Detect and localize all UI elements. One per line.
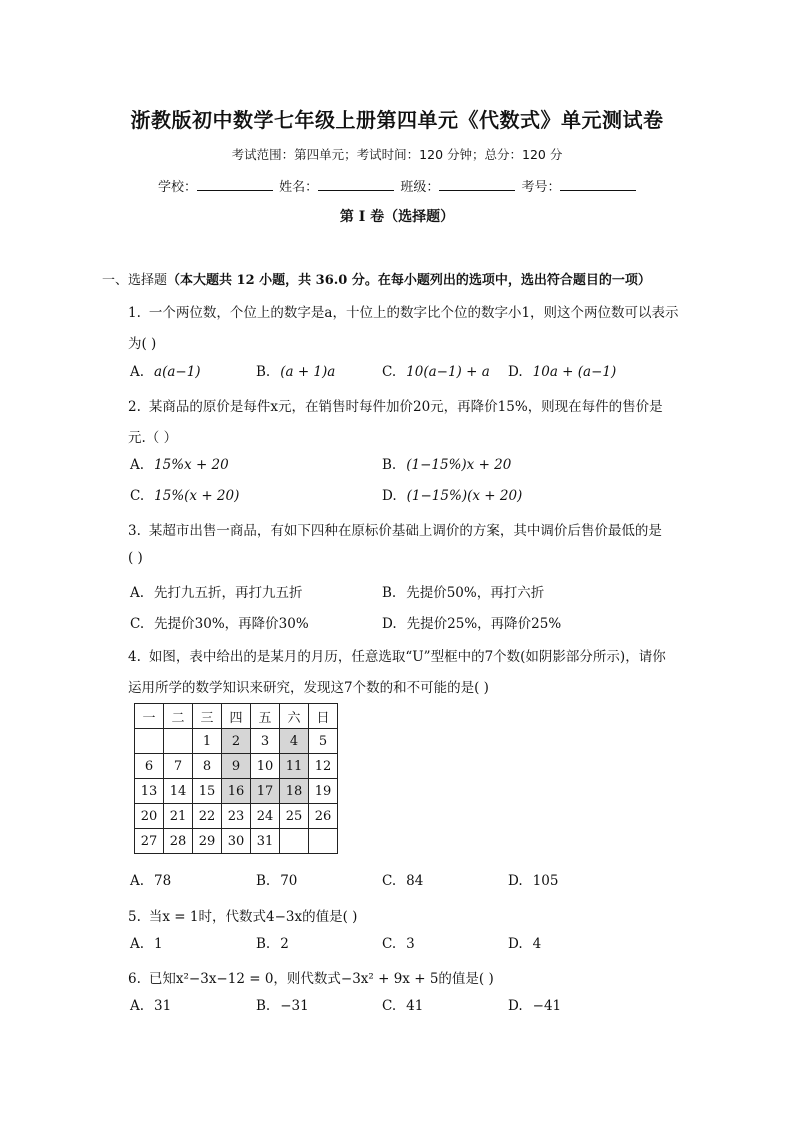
class-label: 班级： <box>400 180 440 195</box>
q1-option-c[interactable]: C. 10(a−1) + a <box>382 364 490 380</box>
calendar-day-cell: 5 <box>309 729 338 754</box>
section-heading <box>102 269 651 288</box>
number-blank[interactable] <box>560 178 636 191</box>
calendar-header-row <box>135 704 338 729</box>
q2-option-b[interactable]: B. (1−15%)x + 20 <box>382 457 512 473</box>
question-5 <box>128 905 357 925</box>
calendar-day-cell: 31 <box>251 829 280 854</box>
q6-option-b[interactable]: B. −31 <box>256 998 309 1014</box>
q3-option-b[interactable]: B. 先提价50%，再打六折 <box>382 585 545 601</box>
q4-option-c[interactable]: C. 84 <box>382 873 424 889</box>
school-label: 学校： <box>158 180 198 195</box>
calendar-day-cell: 12 <box>309 754 338 779</box>
exam-title: 浙教版初中数学七年级上册第四单元《代数式》单元测试卷 <box>130 108 664 132</box>
calendar-day-cell: 2 <box>222 729 251 754</box>
calendar-day-cell <box>135 729 164 754</box>
calendar-day-cell: 16 <box>222 779 251 804</box>
calendar-week-row <box>135 729 338 754</box>
q1-option-d[interactable]: D. 10a + (a−1) <box>508 364 617 380</box>
question-4-continued: 运用所学的数学知识来研究，发现这7个数的和不可能的是( ) <box>128 680 489 696</box>
calendar-header-cell: 四 <box>222 704 251 729</box>
calendar-day-cell: 28 <box>164 829 193 854</box>
question-text: 当x = 1时，代数式4−3x的值是( ) <box>148 909 358 925</box>
calendar-day-cell: 6 <box>135 754 164 779</box>
calendar-day-cell: 3 <box>251 729 280 754</box>
q4-option-a[interactable]: A. 78 <box>130 873 172 889</box>
q5-option-d[interactable]: D. 4 <box>508 936 542 952</box>
question-text: 某超市出售一商品，有如下四种在原标价基础上调价的方案，其中调价后售价最低的是 <box>148 523 662 539</box>
question-6 <box>128 967 494 987</box>
calendar-week-row <box>135 754 338 779</box>
volume-heading: 第 I 卷（选择题） <box>339 209 455 225</box>
calendar-week-row <box>135 779 338 804</box>
calendar-day-cell: 8 <box>193 754 222 779</box>
question-text: 一个两位数，个位上的数字是a，十位上的数字比个位的数字小1，则这个两位数可以表示 <box>148 305 679 321</box>
calendar-day-cell: 24 <box>251 804 280 829</box>
q1-option-b[interactable]: B. (a + 1)a <box>256 364 336 380</box>
question-4 <box>128 645 666 665</box>
calendar-table <box>134 703 338 854</box>
q4-option-b[interactable]: B. 70 <box>256 873 298 889</box>
q3-option-c[interactable]: C. 先提价30%，再降价30% <box>130 616 309 632</box>
q6-option-c[interactable]: C. 41 <box>382 998 424 1014</box>
calendar-day-cell: 22 <box>193 804 222 829</box>
calendar-day-cell: 25 <box>280 804 309 829</box>
question-number: 4. <box>128 649 141 665</box>
question-number: 3. <box>128 523 141 539</box>
question-2 <box>128 395 663 415</box>
calendar-day-cell: 11 <box>280 754 309 779</box>
calendar-day-cell <box>280 829 309 854</box>
q5-option-b[interactable]: B. 2 <box>256 936 289 952</box>
calendar-day-cell: 4 <box>280 729 309 754</box>
calendar-day-cell: 21 <box>164 804 193 829</box>
question-text: 某商品的原价是每件x元，在销售时每件加价20元，再降价15%，则现在每件的售价是 <box>148 399 663 415</box>
exam-subtitle: 考试范围：第四单元；考试时间：120 分钟；总分：120 分 <box>231 147 563 162</box>
calendar-day-cell: 30 <box>222 829 251 854</box>
q6-option-d[interactable]: D. −41 <box>508 998 562 1014</box>
q2-option-c[interactable]: C. 15%(x + 20) <box>130 488 240 504</box>
calendar-day-cell: 26 <box>309 804 338 829</box>
calendar-header-cell: 二 <box>164 704 193 729</box>
school-blank[interactable] <box>197 178 273 191</box>
question-number: 2. <box>128 399 141 415</box>
calendar-header-cell: 日 <box>309 704 338 729</box>
calendar-day-cell: 17 <box>251 779 280 804</box>
calendar-day-cell: 1 <box>193 729 222 754</box>
calendar-day-cell: 10 <box>251 754 280 779</box>
q3-option-d[interactable]: D. 先提价25%，再降价25% <box>382 616 562 632</box>
question-2-continued: 元.（ ） <box>128 430 178 446</box>
q5-option-a[interactable]: A. 1 <box>130 936 163 952</box>
q2-option-d[interactable]: D. (1−15%)(x + 20) <box>382 488 523 504</box>
question-number: 1. <box>128 305 141 321</box>
calendar-day-cell: 9 <box>222 754 251 779</box>
calendar-day-cell: 14 <box>164 779 193 804</box>
calendar-day-cell: 23 <box>222 804 251 829</box>
class-blank[interactable] <box>439 178 515 191</box>
calendar-day-cell <box>164 729 193 754</box>
question-text: 已知x²−3x−12 = 0，则代数式−3x² + 9x + 5的值是( ) <box>148 971 494 987</box>
q4-option-d[interactable]: D. 105 <box>508 873 559 889</box>
name-blank[interactable] <box>318 178 394 191</box>
calendar-header-cell: 六 <box>280 704 309 729</box>
calendar-day-cell: 7 <box>164 754 193 779</box>
question-3 <box>128 519 662 539</box>
calendar-day-cell: 18 <box>280 779 309 804</box>
question-3-continued: ( ) <box>128 550 143 566</box>
name-label: 姓名： <box>279 180 319 195</box>
calendar-day-cell <box>309 829 338 854</box>
q3-option-a[interactable]: A. 先打九五折，再打九五折 <box>130 585 303 601</box>
calendar-day-cell: 15 <box>193 779 222 804</box>
calendar-day-cell: 19 <box>309 779 338 804</box>
question-1 <box>128 301 679 321</box>
calendar-day-cell: 29 <box>193 829 222 854</box>
calendar-header-cell: 五 <box>251 704 280 729</box>
calendar-week-row <box>135 829 338 854</box>
question-1-continued: 为( ) <box>128 336 157 352</box>
section-label: 一、选择题 <box>102 273 168 288</box>
question-number: 5. <box>128 909 141 925</box>
calendar-week-row <box>135 804 338 829</box>
q6-option-a[interactable]: A. 31 <box>130 998 172 1014</box>
question-number: 6. <box>128 971 141 987</box>
q2-option-a[interactable]: A. 15%x + 20 <box>130 457 229 473</box>
q5-option-c[interactable]: C. 3 <box>382 936 415 952</box>
calendar-day-cell: 13 <box>135 779 164 804</box>
number-label: 考号： <box>521 180 561 195</box>
question-text: 如图，表中给出的是某月的月历，任意选取“U”型框中的7个数(如阴影部分所示)，请你 <box>148 649 666 665</box>
calendar-day-cell: 20 <box>135 804 164 829</box>
calendar-header-cell: 三 <box>193 704 222 729</box>
calendar-header-cell: 一 <box>135 704 164 729</box>
q1-option-a[interactable]: A. a(a−1) <box>130 364 201 380</box>
section-note: （本大题共 12 小题，共 36.0 分。在每小题列出的选项中，选出符合题目的一项） <box>167 273 651 288</box>
calendar-day-cell: 27 <box>135 829 164 854</box>
student-info-line <box>158 176 638 195</box>
